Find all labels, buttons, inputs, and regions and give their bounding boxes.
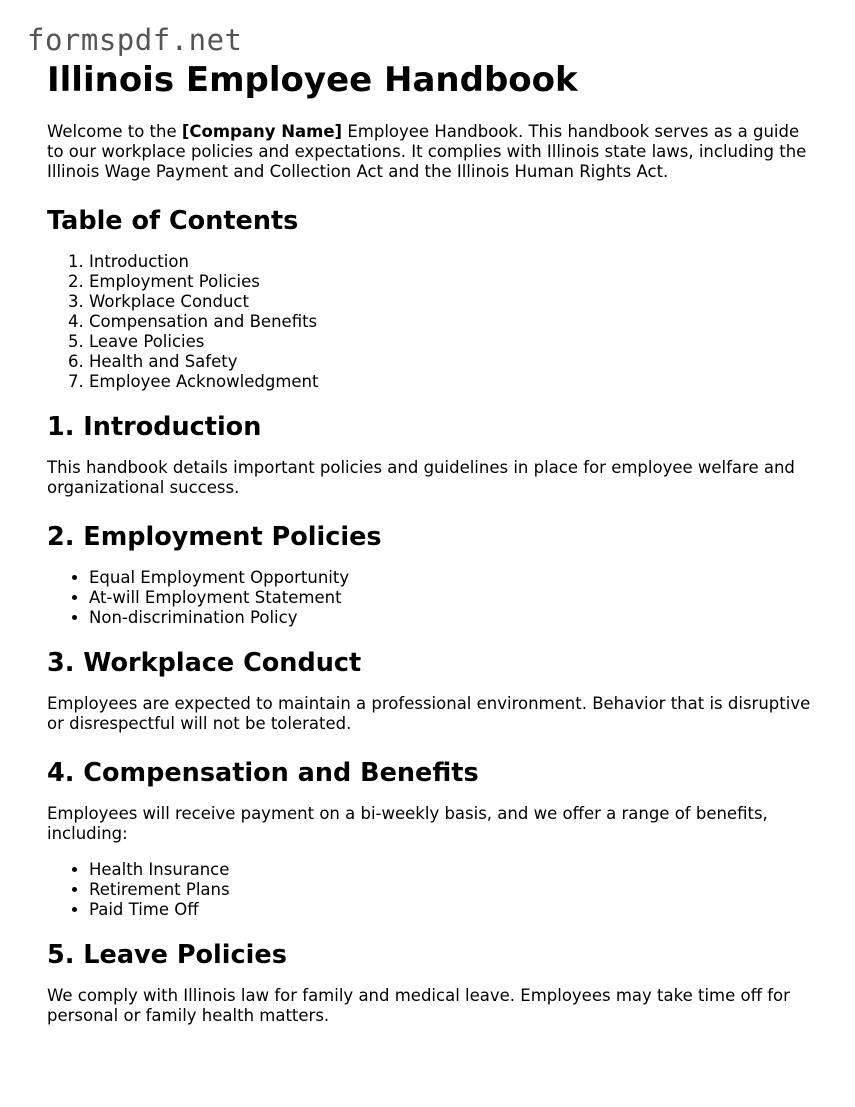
- watermark: formspdf.net: [27, 23, 243, 57]
- toc-item: 6. Health and Safety: [89, 352, 817, 372]
- section-introduction-heading: 1. Introduction: [47, 412, 262, 442]
- toc-heading: Table of Contents: [47, 206, 299, 236]
- intro-paragraph: [47, 122, 817, 182]
- intro-prefix: Welcome to the: [47, 122, 182, 141]
- toc-item: 1. Introduction: [89, 252, 817, 272]
- toc-item: 5. Leave Policies: [89, 332, 817, 352]
- toc-item: 2. Employment Policies: [89, 272, 817, 292]
- document-page: [47, 60, 817, 1050]
- section-compensation-heading: 4. Compensation and Benefits: [47, 758, 479, 788]
- section-workplace-conduct-heading: 3. Workplace Conduct: [47, 648, 362, 678]
- section-leave-heading: 5. Leave Policies: [47, 940, 287, 970]
- company-name-placeholder: [Company Name]: [181, 122, 343, 141]
- section-compensation-text: Employees will receive payment on a bi-weekly basis, and we offer a range of benefits, including:: [47, 804, 768, 843]
- section-introduction-text: This handbook details important policies and guidelines in place for employee welfare and organizational success.: [47, 458, 795, 497]
- list-item: • Retirement Plans: [89, 880, 817, 900]
- section-employment-policies-heading: 2. Employment Policies: [47, 522, 382, 552]
- list-item: • Equal Employment Opportunity: [89, 568, 817, 588]
- benefits-list: [47, 860, 817, 920]
- toc-item: 4. Compensation and Benefits: [89, 312, 817, 332]
- list-item: • Health Insurance: [89, 860, 817, 880]
- toc-list: [47, 252, 817, 392]
- list-item: • Paid Time Off: [89, 900, 817, 920]
- toc-item: 7. Employee Acknowledgment: [89, 372, 817, 392]
- intro-suffix: Employee Handbook. This handbook serves as a guide to our workplace policies and expectations. It complies with Illinois state laws, including the Illinois Wage Payment and Collection Act and the Illinois Human Rights Act.: [47, 122, 807, 181]
- page-title: Illinois Employee Handbook: [47, 60, 578, 100]
- toc-item: 3. Workplace Conduct: [89, 292, 817, 312]
- list-item: • At-will Employment Statement: [89, 588, 817, 608]
- employment-policies-list: [47, 568, 817, 628]
- list-item: • Non-discrimination Policy: [89, 608, 817, 628]
- section-workplace-conduct-text: Employees are expected to maintain a professional environment. Behavior that is disruptive or disrespectful will not be tolerated.: [47, 694, 811, 733]
- section-leave-text: We comply with Illinois law for family and medical leave. Employees may take time off for personal or family health matters.: [47, 986, 790, 1025]
